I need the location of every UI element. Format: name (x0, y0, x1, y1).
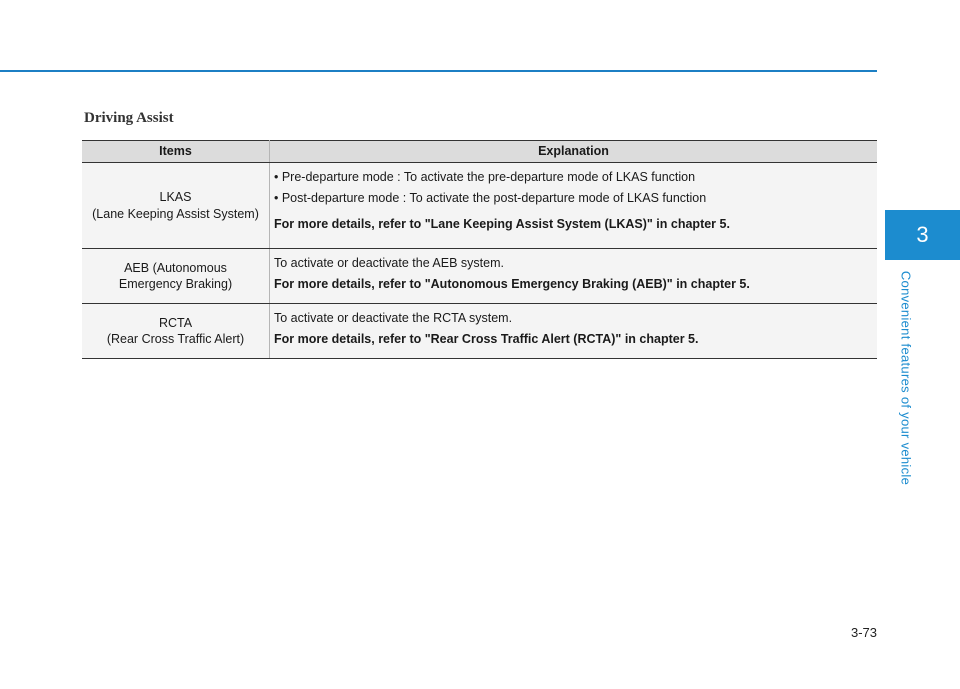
chapter-caption: Convenient features of your vehicle (898, 270, 914, 486)
explanation-line: • Pre-departure mode : To activate the pre-departure mode of LKAS function (274, 170, 696, 184)
driving-assist-table (82, 140, 877, 359)
explanation-cell-rcta (270, 304, 878, 359)
item-cell-lkas (82, 163, 270, 249)
item-name: LKAS (159, 190, 192, 205)
item-fullname: (Rear Cross Traffic Alert) (106, 332, 245, 346)
reference-note: For more details, refer to "Autonomous Emergency Braking (AEB)" in chapter 5. (274, 277, 750, 292)
reference-note: For more details, refer to "Rear Cross Traffic Alert (RCTA)" in chapter 5. (274, 332, 699, 347)
explanation-line: • Post-departure mode : To activate the post-departure mode of LKAS function (274, 191, 707, 206)
explanation-cell-lkas (270, 163, 878, 249)
item-cell-aeb (82, 249, 270, 304)
header-items: Items (82, 141, 270, 163)
item-name: AEB (Autonomous (124, 260, 227, 275)
chapter-number: 3 (916, 222, 929, 247)
table-row-aeb (82, 249, 877, 304)
item-name: RCTA (158, 315, 193, 330)
reference-note: For more details, refer to "Lane Keeping Assist System (LKAS)" in chapter 5. (274, 216, 730, 231)
header-explanation: Explanation (270, 141, 878, 163)
item-cell-rcta (82, 304, 270, 359)
chapter-tab (885, 210, 960, 260)
explanation-line: To activate or deactivate the AEB system. (274, 256, 504, 270)
item-fullname: Emergency Braking) (118, 277, 233, 291)
explanation-line: To activate or deactivate the RCTA system. (274, 311, 513, 325)
table-row-lkas (82, 163, 877, 249)
page-number: 3-73 (850, 625, 877, 640)
table-header-row (82, 141, 877, 163)
top-divider (0, 70, 877, 72)
item-fullname: (Lane Keeping Assist System) (92, 206, 259, 221)
explanation-cell-aeb (270, 249, 878, 304)
section-title: Driving Assist (84, 110, 174, 126)
table-row-rcta (82, 304, 877, 359)
